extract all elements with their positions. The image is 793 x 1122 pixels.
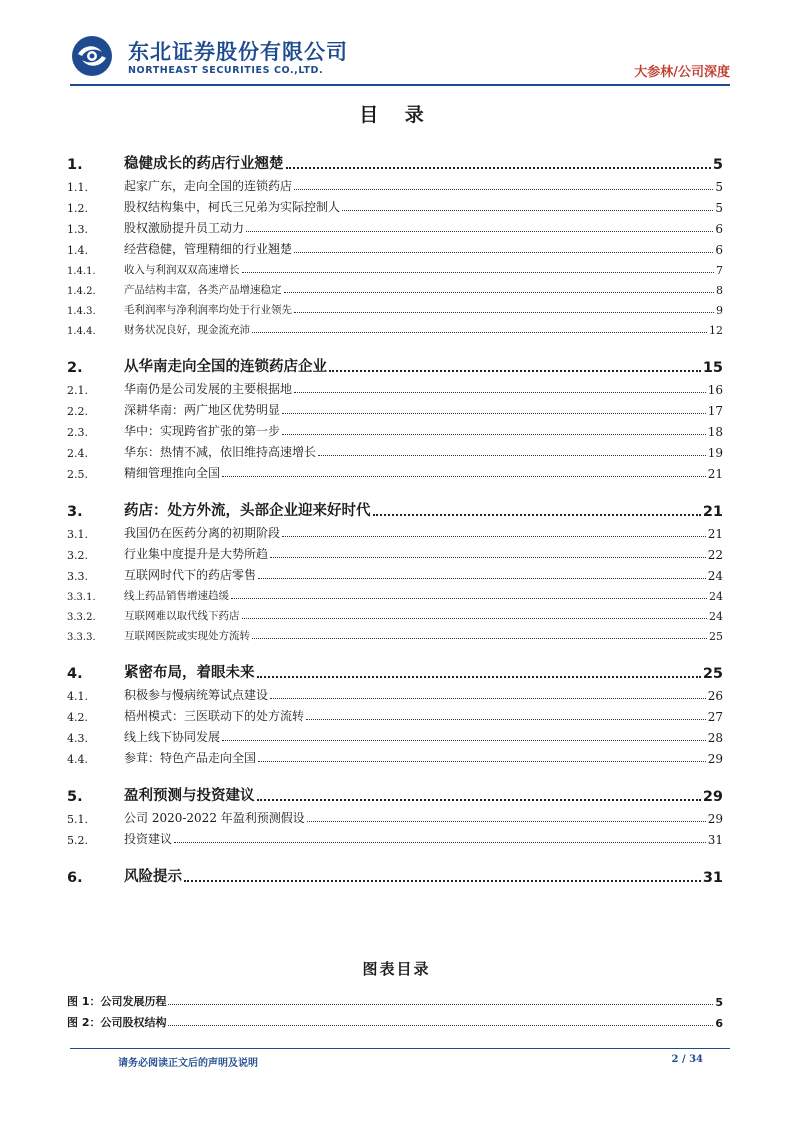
- toc-entry-title: 风险提示: [124, 869, 182, 885]
- toc-leader-dots: [257, 799, 701, 801]
- toc-entry-level1[interactable]: [67, 857, 723, 886]
- toc-entry-title: 收入与利润双双高速增长: [124, 264, 240, 276]
- toc-leader-dots: [282, 434, 706, 435]
- toc-gap: [67, 847, 723, 857]
- toc-entry-number: 3.3.2.: [67, 612, 96, 623]
- toc-entry-title: 药店：处方外流，头部企业迎来好时代: [124, 503, 371, 519]
- toc-entry-title: 起家广东，走向全国的连锁药店: [124, 179, 293, 193]
- figures-title: 图表目录: [362, 960, 431, 978]
- page-number: 2 / 34: [671, 1054, 703, 1065]
- toc-leader-dots: [286, 167, 711, 169]
- toc-entry-title: 华中：实现跨省扩张的第一步: [124, 424, 281, 438]
- company-name-en: NORTHEAST SECURITIES CO.,LTD.: [128, 65, 324, 76]
- toc-entry-page: 16: [707, 383, 723, 397]
- footer-divider: [70, 1048, 730, 1049]
- toc-leader-dots: [222, 476, 706, 477]
- toc-entry-number: 3.3.3.: [67, 632, 96, 643]
- toc-leader-dots: [307, 821, 706, 822]
- toc-entry-level2[interactable]: [67, 397, 723, 418]
- figure-entry-page: 5: [715, 996, 723, 1009]
- toc-leader-dots: [270, 698, 706, 699]
- toc-entry-level2[interactable]: [67, 215, 723, 236]
- toc-entry-page: 6: [715, 243, 723, 257]
- toc-entry-title: 深耕华南：两广地区优势明显: [124, 403, 281, 417]
- toc-entry-number: 1.4.2.: [67, 286, 96, 297]
- toc-entry-number: 1.4.3.: [67, 306, 96, 317]
- toc-entry-level3[interactable]: [67, 277, 723, 297]
- toc-entry-title: 投资建议: [124, 832, 173, 846]
- toc-entry-page: 8: [716, 284, 723, 297]
- toc-entry-page: 24: [707, 569, 723, 583]
- toc-entry-number: 3.1.: [67, 528, 88, 541]
- toc-entry-level2[interactable]: [67, 460, 723, 481]
- toc-entry-number: 5.2.: [67, 834, 88, 847]
- figure-leader-dots: [168, 1025, 713, 1026]
- toc-leader-dots: [258, 761, 706, 762]
- toc-entry-level3[interactable]: [67, 623, 723, 643]
- toc-entry-page: 7: [716, 264, 723, 277]
- toc-entry-page: 25: [709, 630, 723, 643]
- toc-entry-page: 19: [707, 446, 723, 460]
- toc-entry-page: 5: [715, 180, 723, 194]
- toc-entry-page: 29: [707, 752, 723, 766]
- figure-entry[interactable]: [67, 988, 723, 1009]
- company-logo-icon: [70, 34, 114, 78]
- toc-entry-level3[interactable]: [67, 257, 723, 277]
- toc-leader-dots: [252, 638, 707, 639]
- toc-entry-level3[interactable]: [67, 583, 723, 603]
- toc-entry-level2[interactable]: [67, 376, 723, 397]
- toc-entry-title: 华东：热情不减，依旧维持高速增长: [124, 445, 317, 459]
- toc-leader-dots: [252, 332, 707, 333]
- toc-entry-number: 2.5.: [67, 468, 88, 481]
- footer-disclaimer: 请务必阅读正文后的声明及说明: [118, 1058, 258, 1069]
- toc-entry-number: 3.: [67, 504, 83, 520]
- toc-entry-level1[interactable]: [67, 347, 723, 376]
- toc-entry-number: 3.2.: [67, 549, 88, 562]
- toc-entry-level2[interactable]: [67, 805, 723, 826]
- toc-entry-title: 精细管理推向全国: [124, 466, 221, 480]
- toc-entry-title: 盈利预测与投资建议: [124, 788, 255, 804]
- toc-leader-dots: [294, 252, 713, 253]
- toc-leader-dots: [329, 370, 701, 372]
- toc-entry-number: 1.1.: [67, 181, 88, 194]
- toc-entry-title: 紧密布局，着眼未来: [124, 665, 255, 681]
- toc-entry-number: 3.3.: [67, 570, 88, 583]
- toc-entry-level2[interactable]: [67, 418, 723, 439]
- toc-leader-dots: [342, 210, 713, 211]
- toc-leader-dots: [184, 880, 701, 882]
- figure-leader-dots: [168, 1004, 713, 1005]
- toc-entry-page: 21: [702, 504, 723, 520]
- toc-leader-dots: [246, 231, 713, 232]
- toc-entry-level3[interactable]: [67, 297, 723, 317]
- toc-entry-page: 21: [707, 467, 723, 481]
- toc-leader-dots: [174, 842, 706, 843]
- toc-entry-title: 经营稳健，管理精细的行业翘楚: [124, 242, 293, 256]
- toc-entry-page: 18: [707, 425, 723, 439]
- toc-entry-number: 1.4.4.: [67, 326, 96, 337]
- toc-entry-number: 2.: [67, 360, 83, 376]
- toc-entry-number: 6.: [67, 870, 83, 886]
- toc-leader-dots: [294, 189, 713, 190]
- company-name-cn: 东北证券股份有限公司: [128, 40, 348, 64]
- toc-entry-number: 3.3.1.: [67, 592, 96, 603]
- toc-entry-number: 2.3.: [67, 426, 88, 439]
- toc-entry-page: 15: [702, 360, 723, 376]
- toc-entry-level1[interactable]: [67, 653, 723, 682]
- toc-entry-number: 2.4.: [67, 447, 88, 460]
- toc-entry-page: 17: [707, 404, 723, 418]
- toc-entry-level2[interactable]: [67, 682, 723, 703]
- toc-entry-number: 4.3.: [67, 732, 88, 745]
- figure-entry-label: 图 2：公司股权结构: [67, 1016, 167, 1029]
- toc-entry-title: 行业集中度提升是大势所趋: [124, 547, 269, 561]
- toc-leader-dots: [231, 598, 707, 599]
- table-of-contents: [67, 144, 723, 886]
- toc-entry-number: 5.: [67, 789, 83, 805]
- toc-entry-level2[interactable]: [67, 724, 723, 745]
- toc-entry-page: 24: [709, 590, 723, 603]
- figure-list: [67, 988, 723, 1030]
- toc-leader-dots: [258, 578, 706, 579]
- toc-entry-level2[interactable]: [67, 562, 723, 583]
- toc-entry-level3[interactable]: [67, 603, 723, 623]
- header-divider: [70, 84, 730, 86]
- toc-entry-level2[interactable]: [67, 745, 723, 766]
- toc-entry-level2[interactable]: [67, 173, 723, 194]
- toc-entry-page: 21: [707, 527, 723, 541]
- toc-entry-title: 线上线下协同发展: [124, 730, 221, 744]
- toc-entry-page: 9: [716, 304, 723, 317]
- toc-entry-level2[interactable]: [67, 236, 723, 257]
- toc-entry-title: 参茸：特色产品走向全国: [124, 751, 257, 765]
- toc-entry-title: 互联网医院或实现处方流转: [124, 630, 250, 642]
- figure-entry[interactable]: [67, 1009, 723, 1030]
- toc-entry-number: 4.4.: [67, 753, 88, 766]
- toc-leader-dots: [270, 557, 706, 558]
- toc-gap: [67, 481, 723, 491]
- toc-leader-dots: [373, 514, 701, 516]
- page-header: [70, 34, 730, 82]
- toc-entry-level1[interactable]: [67, 776, 723, 805]
- toc-entry-title: 财务状况良好，现金流充沛: [124, 324, 250, 336]
- toc-entry-title: 互联网难以取代线下药店: [124, 610, 240, 622]
- toc-entry-page: 12: [709, 324, 723, 337]
- toc-entry-level2[interactable]: [67, 826, 723, 847]
- toc-gap: [67, 643, 723, 653]
- toc-entry-title: 梧州模式：三医联动下的处方流转: [124, 709, 305, 723]
- toc-entry-page: 25: [702, 666, 723, 682]
- toc-entry-page: 5: [715, 201, 723, 215]
- toc-entry-page: 27: [707, 710, 723, 724]
- toc-entry-title: 股权结构集中，柯氏三兄弟为实际控制人: [124, 200, 341, 214]
- toc-entry-title: 毛利润率与净利润率均处于行业领先: [124, 304, 292, 316]
- toc-gap: [67, 337, 723, 347]
- toc-entry-title: 股权激励提升员工动力: [124, 221, 245, 235]
- toc-entry-title: 公司 2020-2022 年盈利预测假设: [124, 811, 305, 825]
- toc-entry-page: 5: [712, 157, 723, 173]
- toc-entry-number: 1.3.: [67, 223, 88, 236]
- toc-entry-level2[interactable]: [67, 541, 723, 562]
- toc-entry-page: 24: [709, 610, 723, 623]
- toc-leader-dots: [282, 536, 706, 537]
- toc-entry-level3[interactable]: [67, 317, 723, 337]
- toc-entry-title: 我国仍在医药分离的初期阶段: [124, 526, 281, 540]
- toc-entry-page: 6: [715, 222, 723, 236]
- toc-leader-dots: [294, 312, 714, 313]
- page-title: 目 录: [359, 104, 434, 126]
- figure-entry-page: 6: [715, 1017, 723, 1030]
- toc-entry-page: 22: [707, 548, 723, 562]
- toc-entry-level1[interactable]: [67, 144, 723, 173]
- toc-entry-number: 4.1.: [67, 690, 88, 703]
- toc-entry-page: 26: [707, 689, 723, 703]
- figure-entry-label: 图 1：公司发展历程: [67, 995, 167, 1008]
- toc-entry-level1[interactable]: [67, 491, 723, 520]
- toc-entry-title: 互联网时代下的药店零售: [124, 568, 257, 582]
- toc-entry-title: 从华南走向全国的连锁药店企业: [124, 359, 327, 375]
- toc-entry-number: 2.1.: [67, 384, 88, 397]
- toc-gap: [67, 766, 723, 776]
- report-tag: 大参林/公司深度: [634, 65, 730, 80]
- toc-leader-dots: [257, 676, 701, 678]
- toc-entry-title: 稳健成长的药店行业翘楚: [124, 156, 284, 172]
- toc-entry-number: 5.1.: [67, 813, 88, 826]
- toc-leader-dots: [242, 618, 708, 619]
- toc-leader-dots: [284, 292, 715, 293]
- toc-entry-level2[interactable]: [67, 194, 723, 215]
- toc-entry-level2[interactable]: [67, 703, 723, 724]
- toc-leader-dots: [242, 272, 715, 273]
- toc-entry-title: 华南仍是公司发展的主要根据地: [124, 382, 293, 396]
- toc-leader-dots: [318, 455, 706, 456]
- toc-entry-title: 积极参与慢病统筹试点建设: [124, 688, 269, 702]
- toc-entry-number: 1.2.: [67, 202, 88, 215]
- toc-entry-page: 28: [707, 731, 723, 745]
- toc-entry-number: 1.4.1.: [67, 266, 96, 277]
- toc-entry-number: 2.2.: [67, 405, 88, 418]
- toc-entry-level2[interactable]: [67, 520, 723, 541]
- toc-entry-page: 31: [702, 870, 723, 886]
- toc-entry-title: 产品结构丰富，各类产品增速稳定: [124, 284, 282, 296]
- toc-entry-page: 29: [702, 789, 723, 805]
- toc-leader-dots: [282, 413, 706, 414]
- toc-leader-dots: [306, 719, 706, 720]
- toc-entry-level2[interactable]: [67, 439, 723, 460]
- toc-entry-number: 1.: [67, 157, 83, 173]
- toc-entry-page: 29: [707, 812, 723, 826]
- toc-entry-page: 31: [707, 833, 723, 847]
- toc-leader-dots: [222, 740, 706, 741]
- toc-entry-number: 4.: [67, 666, 83, 682]
- toc-leader-dots: [294, 392, 706, 393]
- toc-entry-number: 4.2.: [67, 711, 88, 724]
- toc-entry-number: 1.4.: [67, 244, 88, 257]
- toc-entry-title: 线上药品销售增速趋缓: [124, 590, 229, 602]
